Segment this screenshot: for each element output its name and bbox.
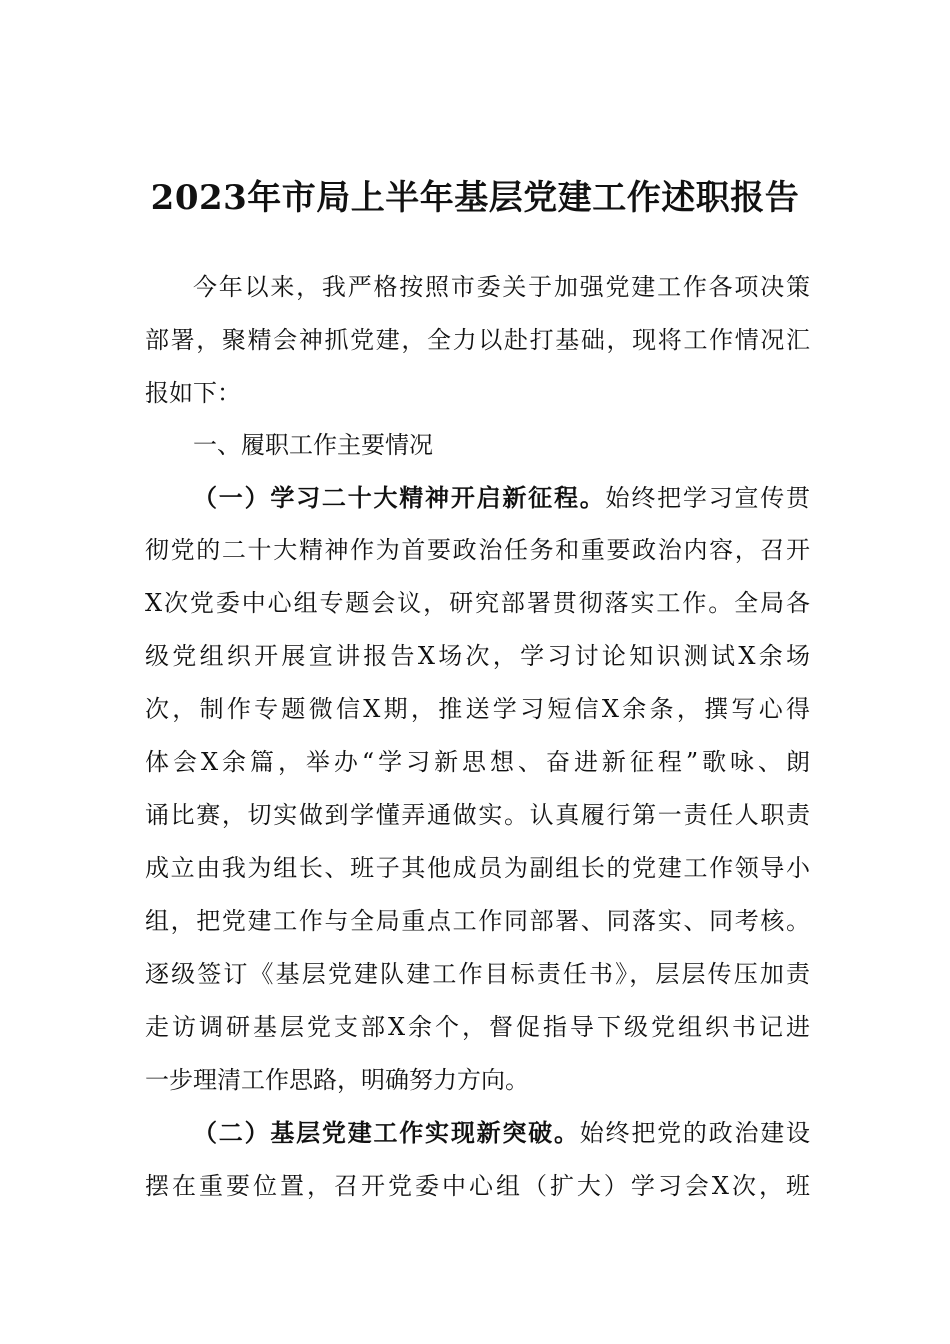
paragraph-line: X次党委中心组专题会议，研究部署贯彻落实工作。全局各 bbox=[145, 589, 810, 617]
paragraph-line: 体会X余篇，举办“学习新思想、奋进新征程”歌咏、朗 bbox=[145, 748, 810, 776]
paragraph-line: 彻党的二十大精神作为首要政治任务和重要政治内容，召开 bbox=[145, 536, 810, 564]
item-first-line bbox=[193, 478, 810, 518]
section-heading: 一、履职工作主要情况 bbox=[193, 431, 433, 459]
paragraph-line: 级党组织开展宣讲报告X场次，学习讨论知识测试X余场 bbox=[145, 642, 810, 670]
paragraph-line: 诵比赛，切实做到学懂弄通做实。认真履行第一责任人职责 bbox=[145, 801, 810, 829]
intro-line: 部署，聚精会神抓党建，全力以赴打基础，现将工作情况汇 bbox=[145, 326, 810, 354]
paragraph-line: 摆在重要位置，召开党委中心组（扩大）学习会X次，班 bbox=[145, 1172, 810, 1200]
paragraph-line: 走访调研基层党支部X余个，督促指导下级党组织书记进 bbox=[145, 1013, 810, 1041]
paragraph-line: 逐级签订《基层党建队建工作目标责任书》，层层传压加责 bbox=[145, 960, 810, 988]
intro-line: 报如下： bbox=[145, 379, 241, 407]
paragraph-line: 一步理清工作思路，明确努力方向。 bbox=[145, 1066, 529, 1094]
paragraph-line: 次，制作专题微信X期，推送学习短信X余条，撰写心得 bbox=[145, 695, 810, 723]
intro-line: 今年以来，我严格按照市委关于加强党建工作各项决策 bbox=[193, 273, 810, 301]
item-first-line bbox=[193, 1113, 810, 1153]
item-lead: （二）基层党建工作实现新突破。 bbox=[193, 1118, 580, 1147]
item-text: 始终把学习宣传贯 bbox=[605, 484, 811, 512]
item-lead: （一）学习二十大精神开启新征程。 bbox=[193, 483, 606, 512]
document-title: 2023年市局上半年基层党建工作述职报告 bbox=[150, 178, 800, 218]
item-text: 始终把党的政治建设 bbox=[579, 1119, 811, 1147]
paragraph-line: 成立由我为组长、班子其他成员为副组长的党建工作领导小 bbox=[145, 854, 810, 882]
paragraph-line: 组，把党建工作与全局重点工作同部署、同落实、同考核。 bbox=[145, 907, 810, 935]
